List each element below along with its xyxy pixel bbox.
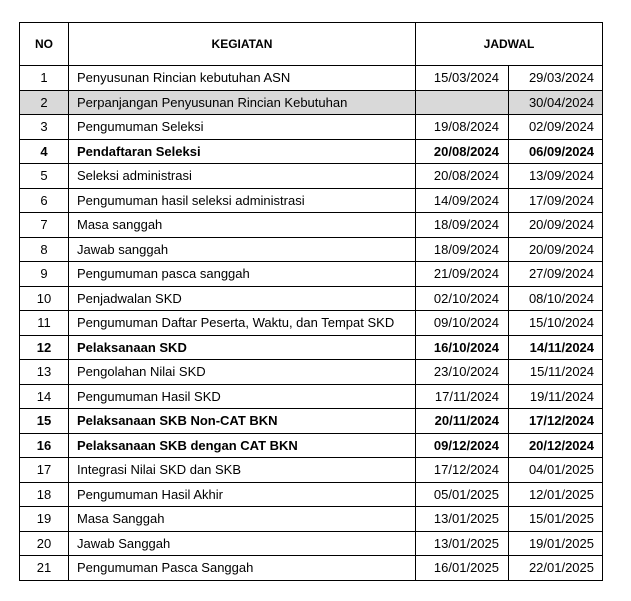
- table-row: [20, 164, 603, 189]
- row-activity: Pengolahan Nilai SKD: [69, 360, 416, 385]
- row-start-date: 18/09/2024: [416, 237, 509, 262]
- row-number: 15: [20, 409, 69, 434]
- table-row: [20, 556, 603, 581]
- row-start-date: 20/11/2024: [416, 409, 509, 434]
- row-start-date: [416, 90, 509, 115]
- row-end-date: 17/09/2024: [509, 188, 603, 213]
- header-kegiatan: KEGIATAN: [69, 23, 416, 66]
- row-number: 19: [20, 507, 69, 532]
- row-end-date: 06/09/2024: [509, 139, 603, 164]
- row-start-date: 13/01/2025: [416, 507, 509, 532]
- row-end-date: 19/01/2025: [509, 531, 603, 556]
- schedule-table-wrapper: [19, 22, 603, 581]
- header-row: [20, 23, 603, 66]
- table-row: [20, 262, 603, 287]
- row-start-date: 16/10/2024: [416, 335, 509, 360]
- table-row: [20, 286, 603, 311]
- row-number: 18: [20, 482, 69, 507]
- row-end-date: 15/11/2024: [509, 360, 603, 385]
- table-row: [20, 311, 603, 336]
- row-start-date: 02/10/2024: [416, 286, 509, 311]
- row-end-date: 27/09/2024: [509, 262, 603, 287]
- row-number: 7: [20, 213, 69, 238]
- row-activity: Pengumuman pasca sanggah: [69, 262, 416, 287]
- row-start-date: 17/12/2024: [416, 458, 509, 483]
- row-end-date: 30/04/2024: [509, 90, 603, 115]
- row-activity: Pelaksanaan SKD: [69, 335, 416, 360]
- row-number: 6: [20, 188, 69, 213]
- row-start-date: 15/03/2024: [416, 66, 509, 91]
- row-end-date: 13/09/2024: [509, 164, 603, 189]
- row-end-date: 17/12/2024: [509, 409, 603, 434]
- row-activity: Jawab sanggah: [69, 237, 416, 262]
- row-start-date: 17/11/2024: [416, 384, 509, 409]
- row-number: 16: [20, 433, 69, 458]
- table-row: [20, 90, 603, 115]
- row-activity: Perpanjangan Penyusunan Rincian Kebutuhan: [69, 90, 416, 115]
- row-end-date: 20/09/2024: [509, 213, 603, 238]
- row-activity: Pelaksanaan SKB dengan CAT BKN: [69, 433, 416, 458]
- row-end-date: 02/09/2024: [509, 115, 603, 140]
- row-number: 11: [20, 311, 69, 336]
- row-activity: Pengumuman Seleksi: [69, 115, 416, 140]
- row-activity: Masa Sanggah: [69, 507, 416, 532]
- row-start-date: 21/09/2024: [416, 262, 509, 287]
- table-row: [20, 507, 603, 532]
- row-activity: Pendaftaran Seleksi: [69, 139, 416, 164]
- row-activity: Masa sanggah: [69, 213, 416, 238]
- row-activity: Pengumuman Hasil SKD: [69, 384, 416, 409]
- row-number: 1: [20, 66, 69, 91]
- row-number: 17: [20, 458, 69, 483]
- table-row: [20, 237, 603, 262]
- row-start-date: 09/12/2024: [416, 433, 509, 458]
- row-start-date: 18/09/2024: [416, 213, 509, 238]
- row-end-date: 20/09/2024: [509, 237, 603, 262]
- table-row: [20, 409, 603, 434]
- row-number: 13: [20, 360, 69, 385]
- table-row: [20, 360, 603, 385]
- table-row: [20, 66, 603, 91]
- row-start-date: 20/08/2024: [416, 139, 509, 164]
- row-activity: Seleksi administrasi: [69, 164, 416, 189]
- row-number: 14: [20, 384, 69, 409]
- row-number: 3: [20, 115, 69, 140]
- row-start-date: 05/01/2025: [416, 482, 509, 507]
- row-activity: Pengumuman Hasil Akhir: [69, 482, 416, 507]
- row-end-date: 04/01/2025: [509, 458, 603, 483]
- header-no: NO: [20, 23, 69, 66]
- row-start-date: 16/01/2025: [416, 556, 509, 581]
- table-row: [20, 335, 603, 360]
- table-row: [20, 458, 603, 483]
- row-end-date: 15/10/2024: [509, 311, 603, 336]
- row-start-date: 13/01/2025: [416, 531, 509, 556]
- row-number: 12: [20, 335, 69, 360]
- row-number: 20: [20, 531, 69, 556]
- row-number: 9: [20, 262, 69, 287]
- row-number: 5: [20, 164, 69, 189]
- row-activity: Pelaksanaan SKB Non-CAT BKN: [69, 409, 416, 434]
- row-end-date: 14/11/2024: [509, 335, 603, 360]
- table-row: [20, 188, 603, 213]
- row-activity: Pengumuman Daftar Peserta, Waktu, dan Tempat SKD: [69, 311, 416, 336]
- row-end-date: 29/03/2024: [509, 66, 603, 91]
- row-end-date: 12/01/2025: [509, 482, 603, 507]
- row-start-date: 19/08/2024: [416, 115, 509, 140]
- row-end-date: 08/10/2024: [509, 286, 603, 311]
- row-activity: Pengumuman Pasca Sanggah: [69, 556, 416, 581]
- row-number: 4: [20, 139, 69, 164]
- row-start-date: 23/10/2024: [416, 360, 509, 385]
- schedule-table: [19, 22, 603, 581]
- table-row: [20, 531, 603, 556]
- table-row: [20, 139, 603, 164]
- row-end-date: 22/01/2025: [509, 556, 603, 581]
- row-number: 10: [20, 286, 69, 311]
- row-start-date: 14/09/2024: [416, 188, 509, 213]
- row-number: 8: [20, 237, 69, 262]
- row-activity: Penyusunan Rincian kebutuhan ASN: [69, 66, 416, 91]
- row-number: 21: [20, 556, 69, 581]
- row-start-date: 09/10/2024: [416, 311, 509, 336]
- row-activity: Jawab Sanggah: [69, 531, 416, 556]
- row-number: 2: [20, 90, 69, 115]
- table-row: [20, 384, 603, 409]
- row-activity: Integrasi Nilai SKD dan SKB: [69, 458, 416, 483]
- table-row: [20, 482, 603, 507]
- header-jadwal: JADWAL: [416, 23, 603, 66]
- row-end-date: 15/01/2025: [509, 507, 603, 532]
- row-start-date: 20/08/2024: [416, 164, 509, 189]
- table-row: [20, 213, 603, 238]
- row-end-date: 19/11/2024: [509, 384, 603, 409]
- table-row: [20, 433, 603, 458]
- row-activity: Pengumuman hasil seleksi administrasi: [69, 188, 416, 213]
- table-row: [20, 115, 603, 140]
- row-activity: Penjadwalan SKD: [69, 286, 416, 311]
- row-end-date: 20/12/2024: [509, 433, 603, 458]
